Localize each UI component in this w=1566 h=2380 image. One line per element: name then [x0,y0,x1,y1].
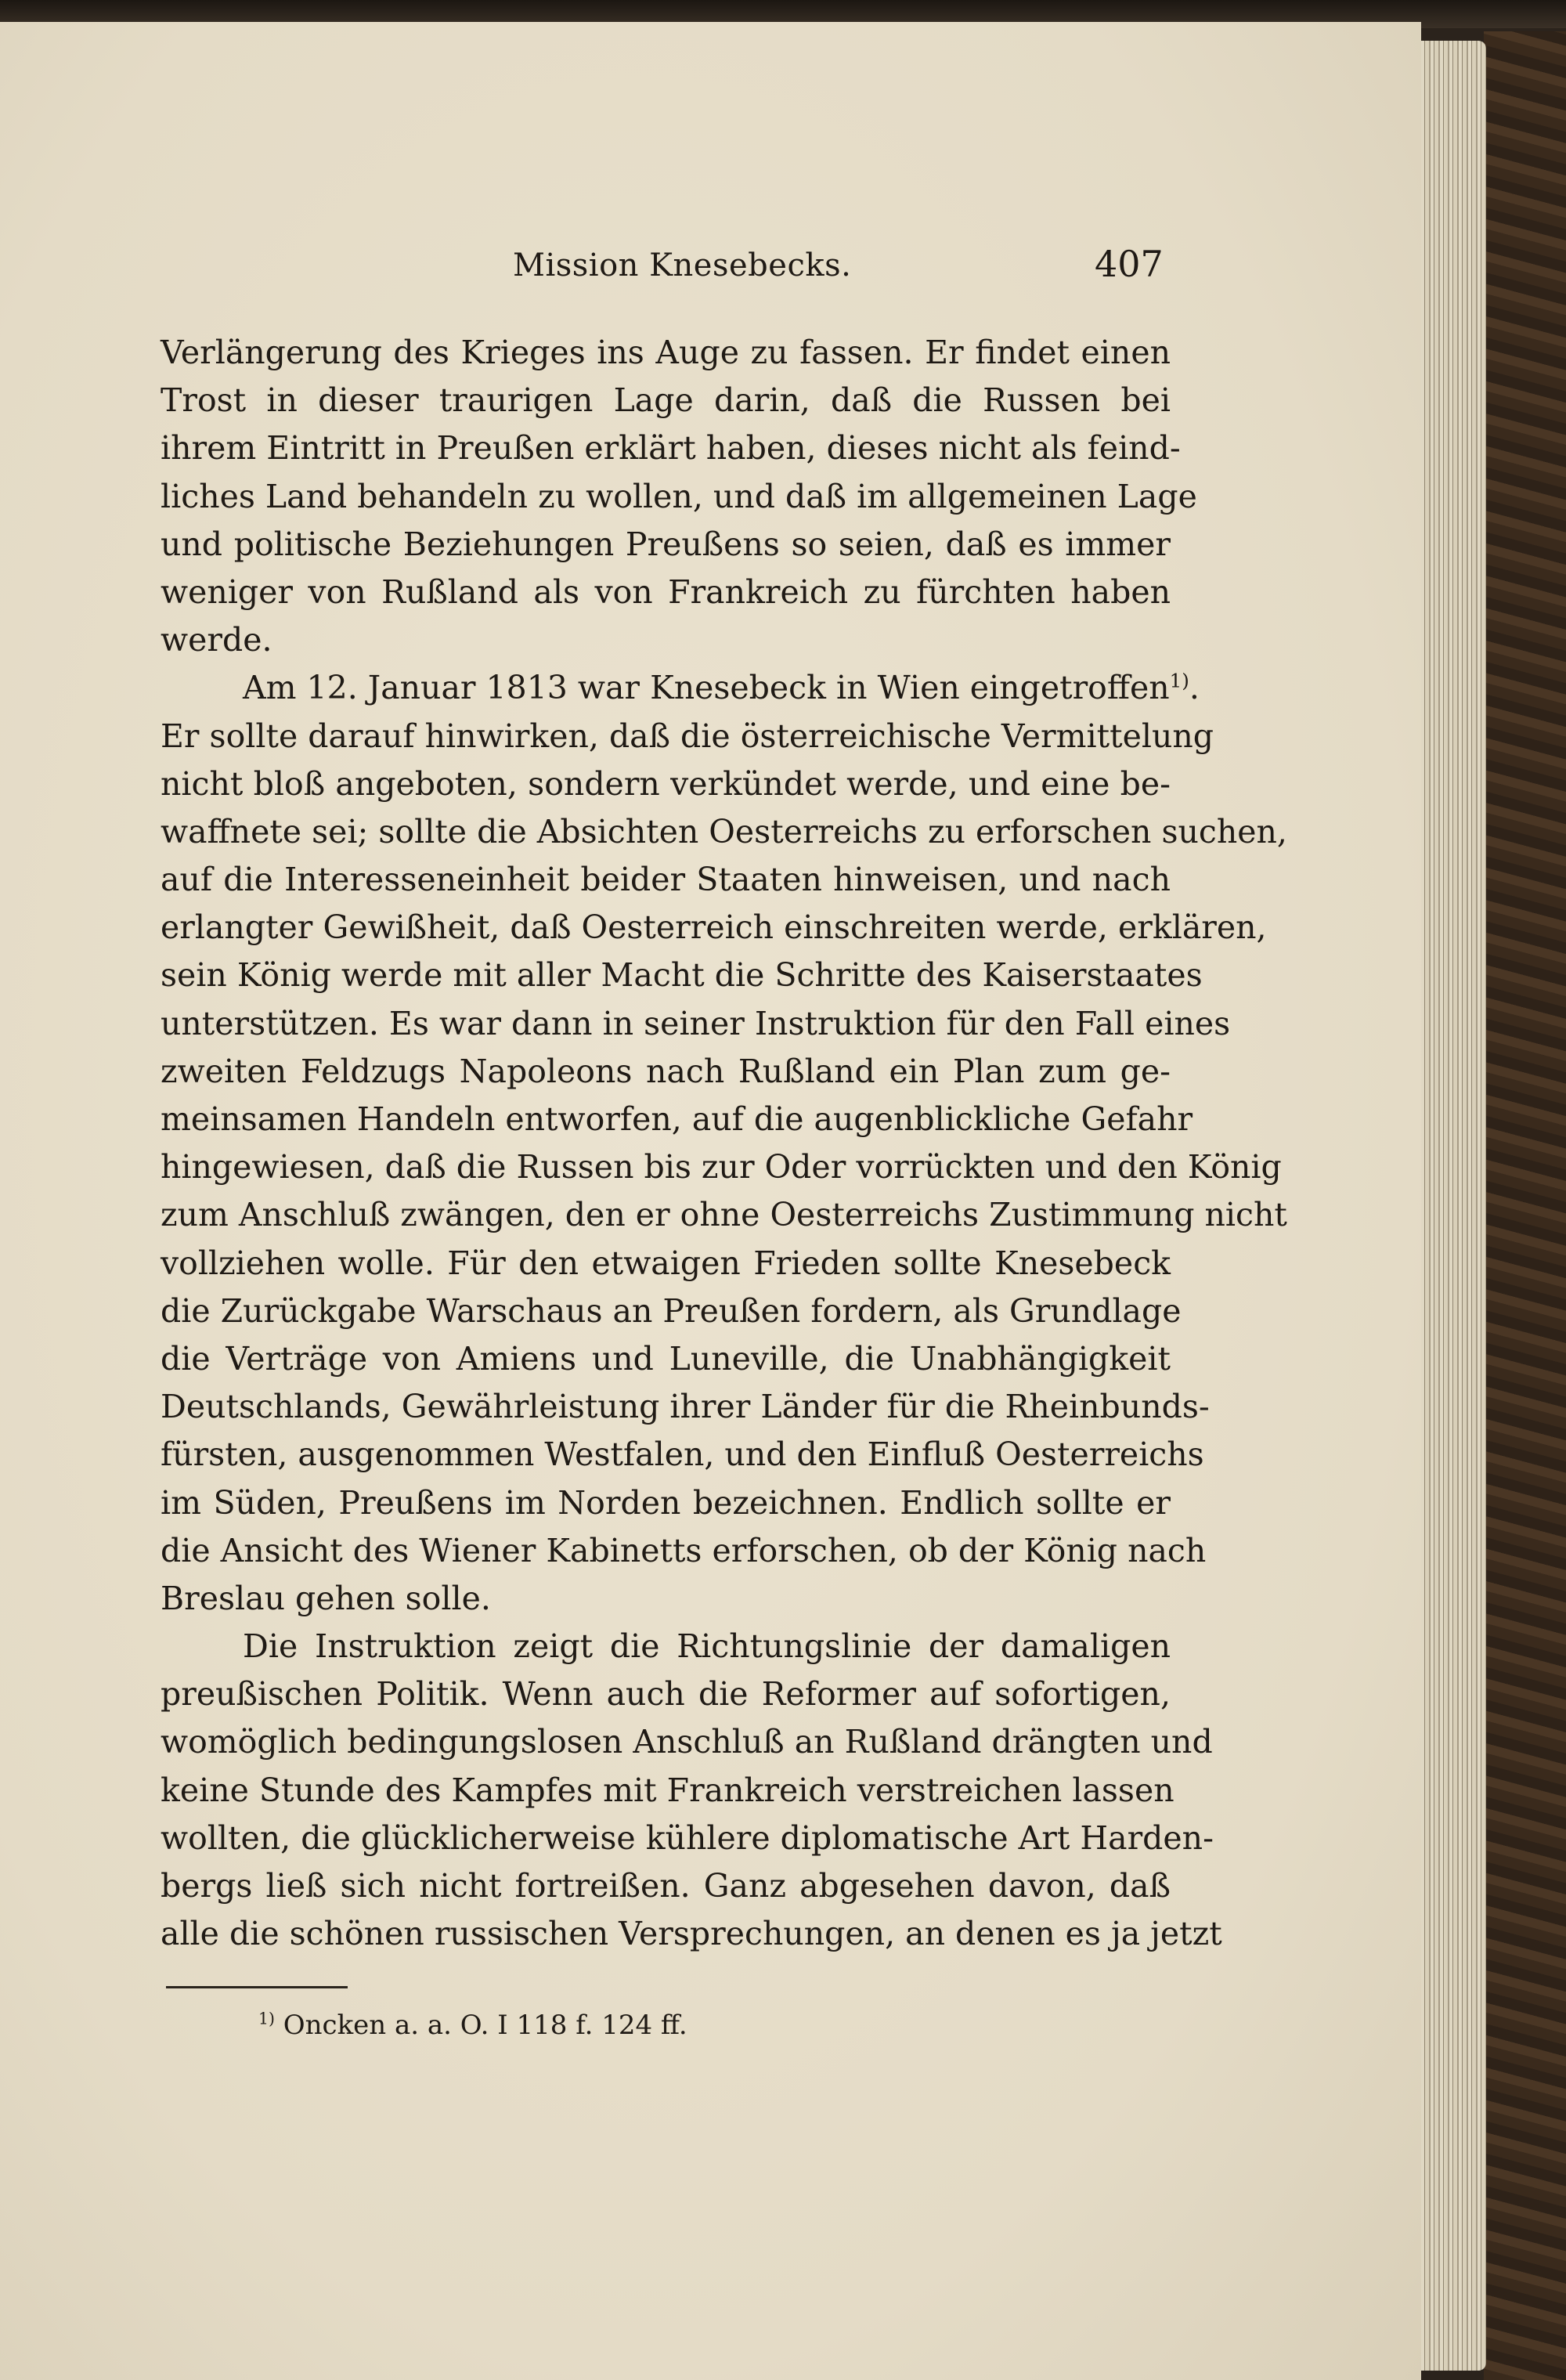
text-line: nicht bloß angeboten, sondern verkündet werde, und eine be- [161,764,1171,803]
text-line: Trost in dieser traurigen Lage darin, daß die Russen bei [161,381,1171,420]
text-line: liches Land behandeln zu wollen, und daß im allgemeinen Lage [161,477,1197,515]
text-line: unterstützen. Es war dann in seiner Instruktion für den Fall eines [161,1004,1231,1042]
page-number: 407 [1095,243,1164,285]
footnote-reference: 1) [1169,669,1189,692]
text-line: Verlängerung des Krieges ins Auge zu fassen. Er findet einen [161,334,1171,371]
text-line: waffnete sei; sollte die Absichten Oesterreichs zu erforschen suchen, [161,812,1287,851]
text-line: und politische Beziehungen Preußens so seien, daß es immer [161,525,1171,563]
text-line: im Süden, Preußens im Norden bezeichnen. Endlich sollte er [161,1483,1171,1522]
body-text [161,329,1287,1958]
page-header [0,241,1421,296]
text-line: sein König werde mit aller Macht die Schritte des Kaiserstaates [161,956,1203,995]
footnote [258,2010,687,2041]
text-line: alle die schönen russischen Versprechungen, an denen es ja jetzt [161,1915,1222,1953]
footnote-reference-suffix: . [1189,669,1200,707]
text-line: weniger von Rußland als von Frankreich zu fürchten haben [161,572,1171,611]
text-line: preußischen Politik. Wenn auch die Reformer auf sofortigen, [161,1675,1171,1714]
book-cover-edge [1484,31,1566,2380]
text-line: Deutschlands, Gewährleistung ihrer Länder für die Rheinbunds- [161,1388,1210,1426]
text-line: die Verträge von Amiens und Luneville, die Unabhängigkeit [161,1339,1171,1378]
text-line: zweiten Feldzugs Napoleons nach Rußland ein Plan zum ge- [161,1052,1171,1090]
text-line: womöglich bedingungslosen Anschluß an Rußland drängten und [161,1723,1213,1761]
running-title: Mission Knesebecks. [513,247,852,284]
text-line: ihrem Eintritt in Preußen erklärt haben, dieses nicht als feind- [161,429,1181,468]
text-line: auf die Interesseneinheit beider Staaten hinweisen, und nach [161,861,1171,899]
text-line: hingewiesen, daß die Russen bis zur Oder vorrückten und den König [161,1148,1282,1186]
text-line: meinsamen Handeln entworfen, auf die augenblickliche Gefahr [161,1100,1193,1138]
text-line: werde. [161,621,272,659]
text-line: die Zurückgabe Warschaus an Preußen fordern, als Grundlage [161,1291,1182,1330]
text-line: vollziehen wolle. Für den etwaigen Frieden sollte Knesebeck [161,1244,1171,1282]
text-line: bergs ließ sich nicht fortreißen. Ganz abgesehen davon, daß [161,1867,1171,1905]
footnote-rule [166,1986,348,1988]
text-line: wollten, die glücklicherweise kühlere diplomatische Art Harden- [161,1818,1214,1857]
text-line: Die Instruktion zeigt die Richtungslinie der damaligen [243,1627,1171,1666]
text-line-content: Am 12. Januar 1813 war Knesebeck in Wien eingetroffen [243,669,1170,707]
text-line: Er sollte darauf hinwirken, daß die österreichische Vermittelung [161,717,1214,755]
page [0,22,1421,2380]
text-line: keine Stunde des Kampfes mit Frankreich verstreichen lassen [161,1771,1174,1809]
page-stack-edges [1416,41,1486,2371]
text-line: erlangter Gewißheit, daß Oesterreich einschreiten werde, erklären, [161,908,1267,947]
text-line: die Ansicht des Wiener Kabinetts erforschen, ob der König nach [161,1531,1207,1569]
text-line: fürsten, ausgenommen Westfalen, und den Einfluß Oesterreichs [161,1436,1204,1474]
footnote-text: Oncken a. a. O. I 118 f. 124 ff. [283,2010,687,2041]
text-line: zum Anschluß zwängen, den er ohne Oesterreichs Zustimmung nicht [161,1196,1287,1234]
text-line [161,664,1200,712]
text-line: Breslau gehen solle. [161,1579,491,1617]
footnote-marker: 1) [258,2009,275,2028]
